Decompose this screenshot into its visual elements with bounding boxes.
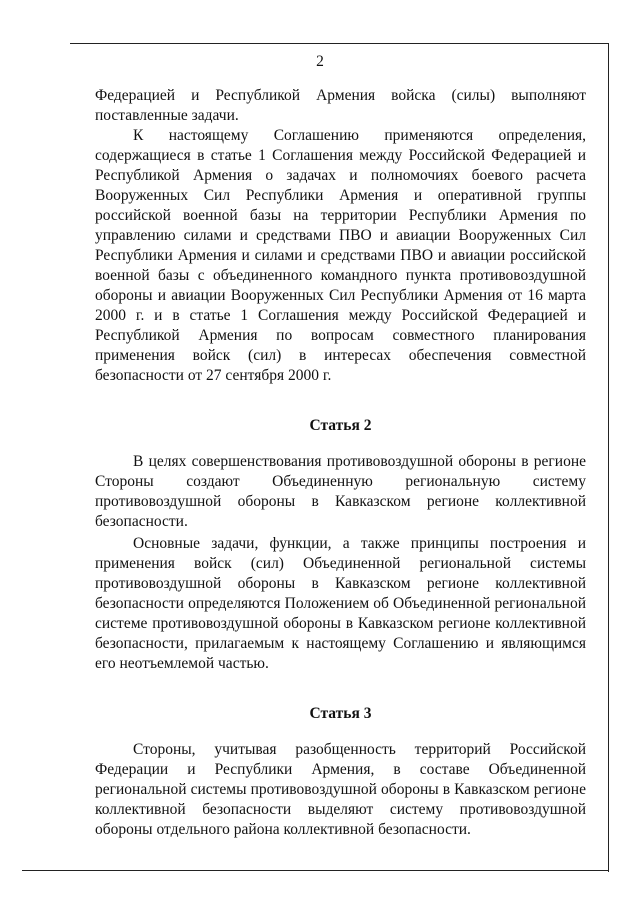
page-number: 2 [316,53,324,70]
document-body [95,86,586,840]
article-2-paragraph-2: Основные задачи, функции, а также принципы построения и применения войск (сил) Объединенной региональной системы противовоздушной обороны в Кавказском регионе коллективной безопасности определяются Положением об Объединенной региональной системе противовоздушной обороны в Кавказском регионе коллективной безопасности, прилагаемым к настоящему Соглашению и являющимся его неотъемлемой частью. [95,535,586,672]
article-2-paragraph-1: В целях совершенствования противовоздушной обороны в регионе Стороны создают Объединенную региональную систему противовоздушной обороны в Кавказском регионе коллективной безопасности. [95,453,586,530]
bottom-rule [22,870,609,871]
article-3-heading: Статья 3 [309,705,372,722]
article-3-paragraph-1: Стороны, учитывая разобщенность территорий Российской Федерации и Республики Армения, в составе Объединенной региональной системы противовоздушной обороны в Кавказском регионе коллективной безопасности выделяют систему противовоздушной обороны отдельного района коллективной безопасности. [95,741,586,838]
article-2-heading: Статья 2 [309,417,372,434]
paragraph-continuation: Федерацией и Республикой Армения войска (силы) выполняют поставленные задачи. [95,87,586,124]
paragraph-definitions: К настоящему Соглашению применяются определения, содержащиеся в статье 1 Соглашения между Российской Федерацией и Республикой Армения о задачах и полномочиях боевого расчета Вооруженных Сил Республики Армения и оперативной группы российской военной базы на территории Республики Армения по управлению силами и средствами ПВО и авиации Вооруженных Сил Республики Армения и силами и средствами ПВО и авиации российской военной базы с объединенного командного пункта противовоздушной обороны и авиации Вооруженных Сил Республики Армения от 16 марта 2000 г. и в статье 1 Соглашения между Российской Федерацией и Республикой Армения по вопросам совместного планирования применения войск (сил) в интересах обеспечения совместной безопасности от 27 сентября 2000 г. [95,127,586,384]
